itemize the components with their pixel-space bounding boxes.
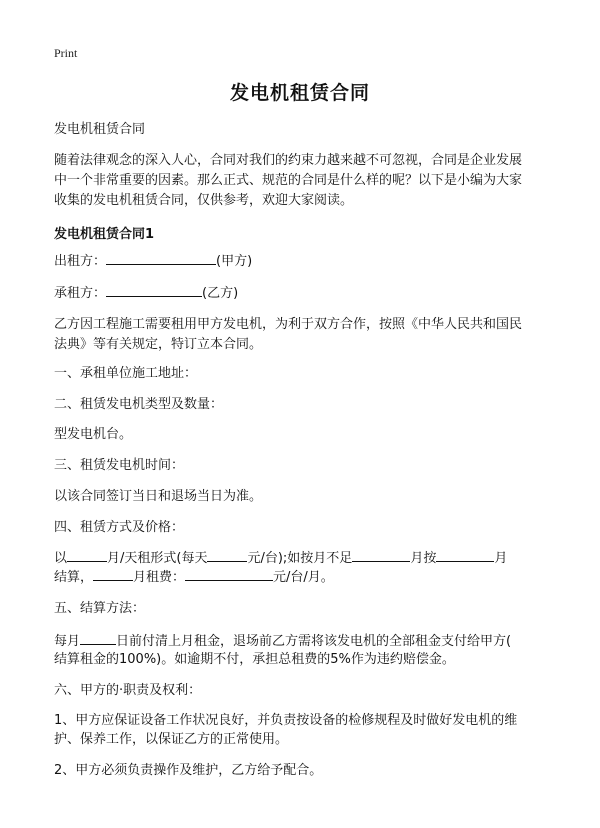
c5-text-2: 日前付清上月租金，退场前乙方需将该发电机的全部租金支付给甲方( <box>116 634 512 649</box>
lessor-blank <box>106 250 216 265</box>
c4-blank-4 <box>436 547 494 562</box>
lessor-label: 出租方： <box>54 254 107 269</box>
lessee-line <box>54 282 554 304</box>
clause-6-item-1-line-1: 1、甲方应保证设备工作状况良好，并负责按设备的检修规程及时做好发电机的维 <box>54 713 518 728</box>
intro-line-1: 随着法律观念的深入人心，合同对我们的约束力越来越不可忽视，合同是企业发展 <box>54 153 523 168</box>
print-label: Print <box>54 46 78 60</box>
lessee-blank <box>106 282 202 297</box>
c4-text-5: 月 <box>494 551 508 566</box>
c4-blank-1 <box>67 547 107 562</box>
preamble-line-2: 法典》等有关规定，特订立本合同。 <box>54 337 263 352</box>
lessor-line <box>54 250 554 272</box>
lessee-label: 承租方： <box>54 286 107 301</box>
clause-6-heading: 六、甲方的·职责及权利： <box>54 683 202 698</box>
c5-text-1: 每月 <box>54 634 81 649</box>
clause-6-item-1-line-2: 护、保养工作，以保证乙方的正常使用。 <box>54 732 289 747</box>
c4-blank-6 <box>185 566 273 581</box>
document-subtitle: 发电机租赁合同 <box>54 122 146 137</box>
clause-4-line-2 <box>54 566 554 588</box>
preamble-line-1: 乙方因工程施工需要租用甲方发电机，为利于双方合作，按照《中华人民共和国民 <box>54 317 523 332</box>
clause-6-item-2: 2、甲方必须负责操作及维护，乙方给予配合。 <box>54 763 323 778</box>
c4-blank-3 <box>352 547 410 562</box>
c4-text-6: 结算， <box>54 570 94 585</box>
clause-5-line-2: 结算租金的100%)。如逾期不付，承担总租费的5%作为违约赔偿金。 <box>54 652 455 667</box>
intro-line-3: 收集的发电机租赁合同，仅供参考，欢迎大家阅读。 <box>54 193 354 208</box>
document-title: 发电机租赁合同 <box>229 82 370 104</box>
section-title: 发电机租赁合同1 <box>54 227 155 242</box>
c4-text-8: 元/台/月。 <box>273 570 334 585</box>
c4-text-4: 月按 <box>410 551 437 566</box>
lessor-suffix: (甲方) <box>216 254 253 269</box>
clause-5-heading: 五、结算方法： <box>54 601 146 616</box>
c4-text-1: 以 <box>54 551 68 566</box>
c4-text-2: 月/天租形式(每天 <box>107 551 208 566</box>
clause-1-heading: 一、承租单位施工地址： <box>54 366 198 381</box>
c4-text-3: 元/台);如按月不足 <box>247 551 353 566</box>
c4-blank-2 <box>207 547 247 562</box>
lessee-suffix: (乙方) <box>202 286 239 301</box>
clause-4-heading: 四、租赁方式及价格： <box>54 520 185 535</box>
c4-text-7: 月租费： <box>133 570 186 585</box>
clause-3-text: 以该合同签订当日和退场当日为准。 <box>54 489 263 504</box>
intro-line-2: 中一个非常重要的因素。那么正式、规范的合同是什么样的呢？以下是小编为大家 <box>54 173 523 188</box>
clause-3-heading: 三、租赁发电机时间： <box>54 458 185 473</box>
clause-2-heading: 二、租赁发电机类型及数量： <box>54 397 224 412</box>
clause-2-text: 型发电机台。 <box>54 427 133 442</box>
c5-blank-1 <box>80 630 116 645</box>
c4-blank-5 <box>93 566 133 581</box>
